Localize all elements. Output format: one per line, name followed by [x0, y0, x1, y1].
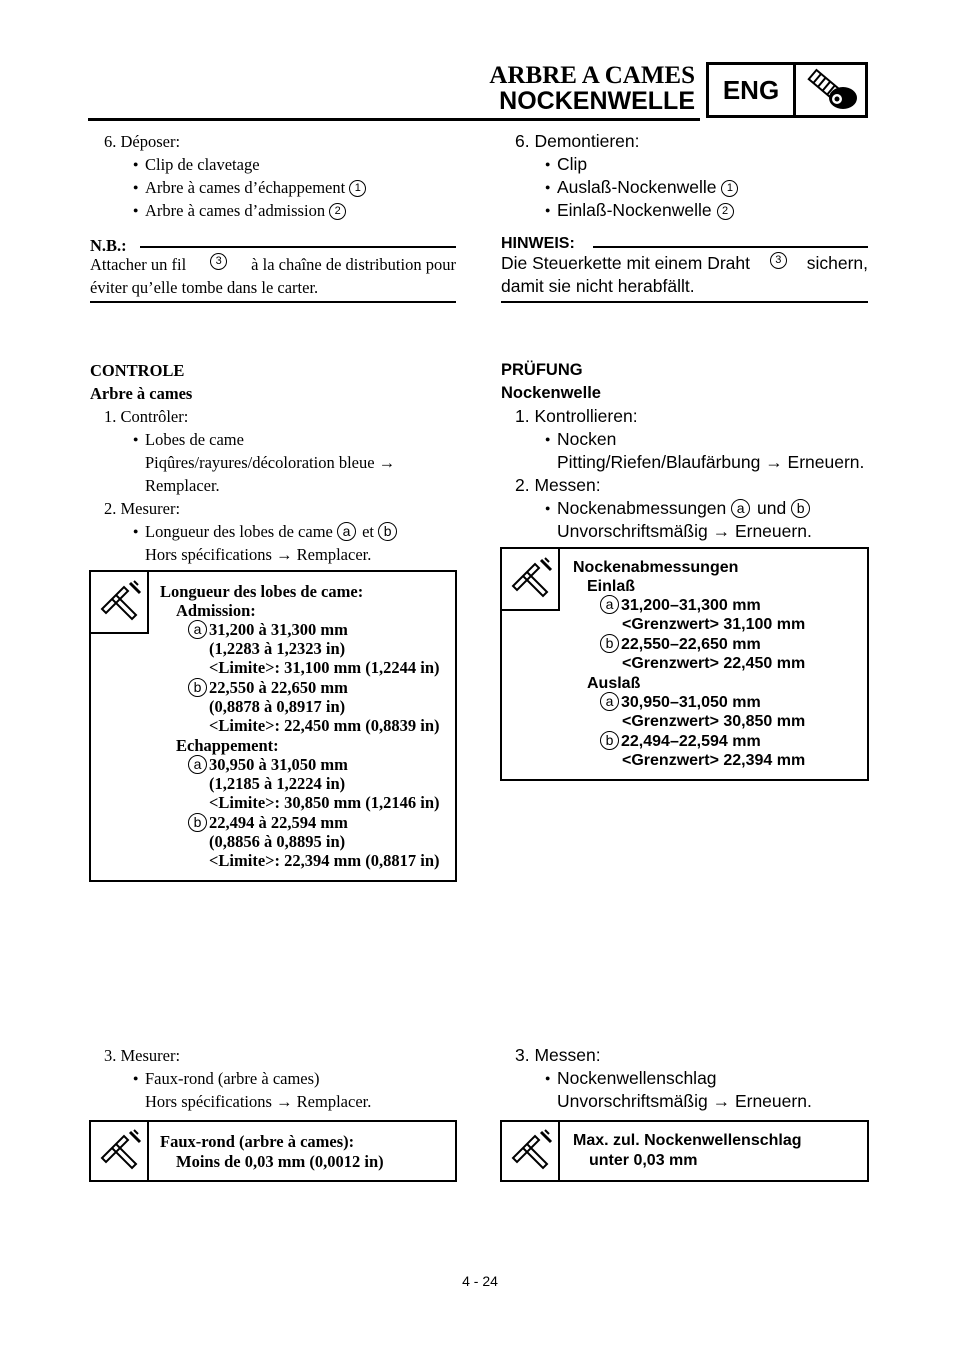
ref-1: 1	[349, 180, 366, 197]
de-step1-action: Pitting/Riefen/Blaufärbung → Erneuern.	[557, 452, 865, 472]
fr-spec1-ia-in: (1,2283 à 1,2323 in)	[209, 639, 346, 658]
fr-step6: 6. Déposer:	[104, 132, 181, 151]
section-badge	[706, 62, 868, 118]
fr-spec2-value: Moins de 0,03 mm (0,0012 in)	[176, 1152, 384, 1171]
header-title-fr: ARBRE A CAMES	[489, 62, 695, 89]
de-spec2-value: unter 0,03 mm	[589, 1152, 698, 1169]
fr-nb-rule-bottom	[90, 301, 456, 303]
de-sub-title: Nockenwelle	[501, 384, 601, 402]
fr-step2: 2. Mesurer:	[104, 499, 181, 518]
fr-spec2-title: Faux-rond (arbre à cames):	[160, 1132, 355, 1151]
header-title-de: NOCKENWELLE	[499, 87, 695, 115]
de-nb-label: HINWEIS:	[501, 235, 575, 252]
de-step2: 2. Messen:	[515, 475, 601, 495]
de-step6-item2: ● Auslaß-Nockenwelle 1	[557, 176, 738, 199]
de-nb-rule-bottom	[501, 301, 868, 303]
fr-spec1-ib-lim: <Limite>: 22,450 mm (0,8839 in)	[209, 716, 440, 735]
engine-camshaft-icon	[796, 65, 865, 115]
fr-step2-action: Hors spécifications → Remplacer.	[145, 545, 372, 564]
de-step2-action: Unvorschriftsmäßig → Erneuern.	[557, 521, 812, 541]
fr-nb-label: N.B.:	[90, 236, 127, 255]
de-spec1-ea-lim: <Grenzwert> 30,850 mm	[622, 713, 806, 730]
ref-2: 2	[329, 203, 346, 220]
section-label: ENG	[709, 65, 796, 115]
fr-step3: 3. Mesurer:	[104, 1046, 181, 1065]
de-step6-item1: ● Clip	[557, 153, 587, 176]
fr-nb-rule-top	[140, 246, 456, 248]
de-nb-line2: damit sie nicht herabfällt.	[501, 276, 695, 296]
de-step1: 1. Kontrollieren:	[515, 406, 638, 426]
fr-step3-action: Hors spécifications → Remplacer.	[145, 1092, 372, 1111]
fr-spec1-ia: a 31,200 à 31,300 mm	[188, 618, 348, 641]
fr-nb-line2: éviter qu’elle tombe dans le carter.	[90, 278, 319, 297]
fr-spec1-exhaust: Echappement:	[176, 736, 279, 755]
fr-spec1-ea-lim: <Limite>: 30,850 mm (1,2146 in)	[209, 793, 440, 812]
de-step3: 3. Messen:	[515, 1045, 601, 1065]
page-number: 4 - 24	[462, 1273, 498, 1289]
fr-section-title: CONTROLE	[90, 361, 185, 380]
header-rule	[88, 118, 700, 121]
de-spec1-eb-lim: <Grenzwert> 22,394 mm	[622, 752, 806, 769]
fr-step6-item1: ● Clip de clavetage	[145, 153, 260, 176]
fr-step3-item: ● Faux-rond (arbre à cames)	[145, 1067, 320, 1090]
caliper-icon	[502, 1122, 560, 1180]
caliper-icon	[502, 549, 560, 611]
fr-spec1-eb: b 22,494 à 22,594 mm	[188, 811, 348, 834]
fr-spec1-ea-in: (1,2185 à 1,2224 in)	[209, 774, 346, 793]
fr-spec1-ea: a 30,950 à 31,050 mm	[188, 753, 348, 776]
fr-sub-title: Arbre à cames	[90, 384, 193, 403]
fr-spec1-ib-in: (0,8878 à 0,8917 in)	[209, 697, 346, 716]
fr-step1-item: ● Lobes de came	[145, 428, 244, 451]
fr-step1-action1: Piqûres/rayures/décoloration bleue →	[145, 453, 396, 472]
de-spec1-eb: b 22,494–22,594 mm	[600, 730, 761, 753]
fr-spec1-ia-lim: <Limite>: 31,100 mm (1,2244 in)	[209, 658, 440, 677]
de-step1-item: ● Nocken	[557, 428, 616, 451]
fr-spec1-eb-in: (0,8856 à 0,8895 in)	[209, 832, 346, 851]
de-step2-item: ● Nockenabmessungen a und b	[557, 497, 812, 520]
de-section-title: PRÜFUNG	[501, 361, 583, 379]
de-spec2-title: Max. zul. Nockenwellenschlag	[573, 1132, 802, 1149]
fr-spec1-eb-lim: <Limite>: 22,394 mm (0,8817 in)	[209, 851, 440, 870]
fr-step1: 1. Contrôler:	[104, 407, 189, 426]
fr-step6-item3: ● Arbre à cames d’admission 2	[145, 199, 346, 222]
de-nb-line1: Die Steuerkette mit einem Draht 3 sichern,	[501, 253, 868, 273]
de-nb-rule-top	[593, 246, 868, 248]
fr-step6-item2: ● Arbre à cames d’échappement 1	[145, 176, 366, 199]
ref-3: 3	[210, 253, 227, 270]
caliper-icon	[91, 1122, 149, 1180]
de-spec1-title: Nockenabmessungen	[573, 559, 739, 576]
de-step6: 6. Demontieren:	[515, 131, 640, 151]
fr-spec1-title: Longueur des lobes de came:	[160, 582, 364, 601]
de-step3-action: Unvorschriftsmäßig → Erneuern.	[557, 1091, 812, 1111]
fr-spec1-intake: Admission:	[176, 601, 256, 620]
de-spec1-ea: a 30,950–31,050 mm	[600, 691, 761, 714]
caliper-icon	[91, 572, 149, 634]
de-spec1-ib: b 22,550–22,650 mm	[600, 633, 761, 656]
fr-spec1-ib: b 22,550 à 22,650 mm	[188, 676, 348, 699]
fr-step2-item: ● Longueur des lobes de came a et b	[145, 520, 399, 543]
de-step3-item: ● Nockenwellenschlag	[557, 1067, 717, 1090]
de-spec1-ia: a 31,200–31,300 mm	[600, 594, 761, 617]
de-spec1-ia-lim: <Grenzwert> 31,100 mm	[622, 616, 806, 633]
de-spec1-ib-lim: <Grenzwert> 22,450 mm	[622, 655, 806, 672]
de-step6-item3: ● Einlaß-Nockenwelle 2	[557, 199, 734, 222]
fr-nb-line1: Attacher un fil 3 à la chaîne de distribution pour	[90, 255, 456, 274]
de-spec1-exhaust: Auslaß	[587, 675, 641, 692]
fr-step1-action2: Remplacer.	[145, 476, 220, 495]
de-spec1-intake: Einlaß	[587, 578, 636, 595]
